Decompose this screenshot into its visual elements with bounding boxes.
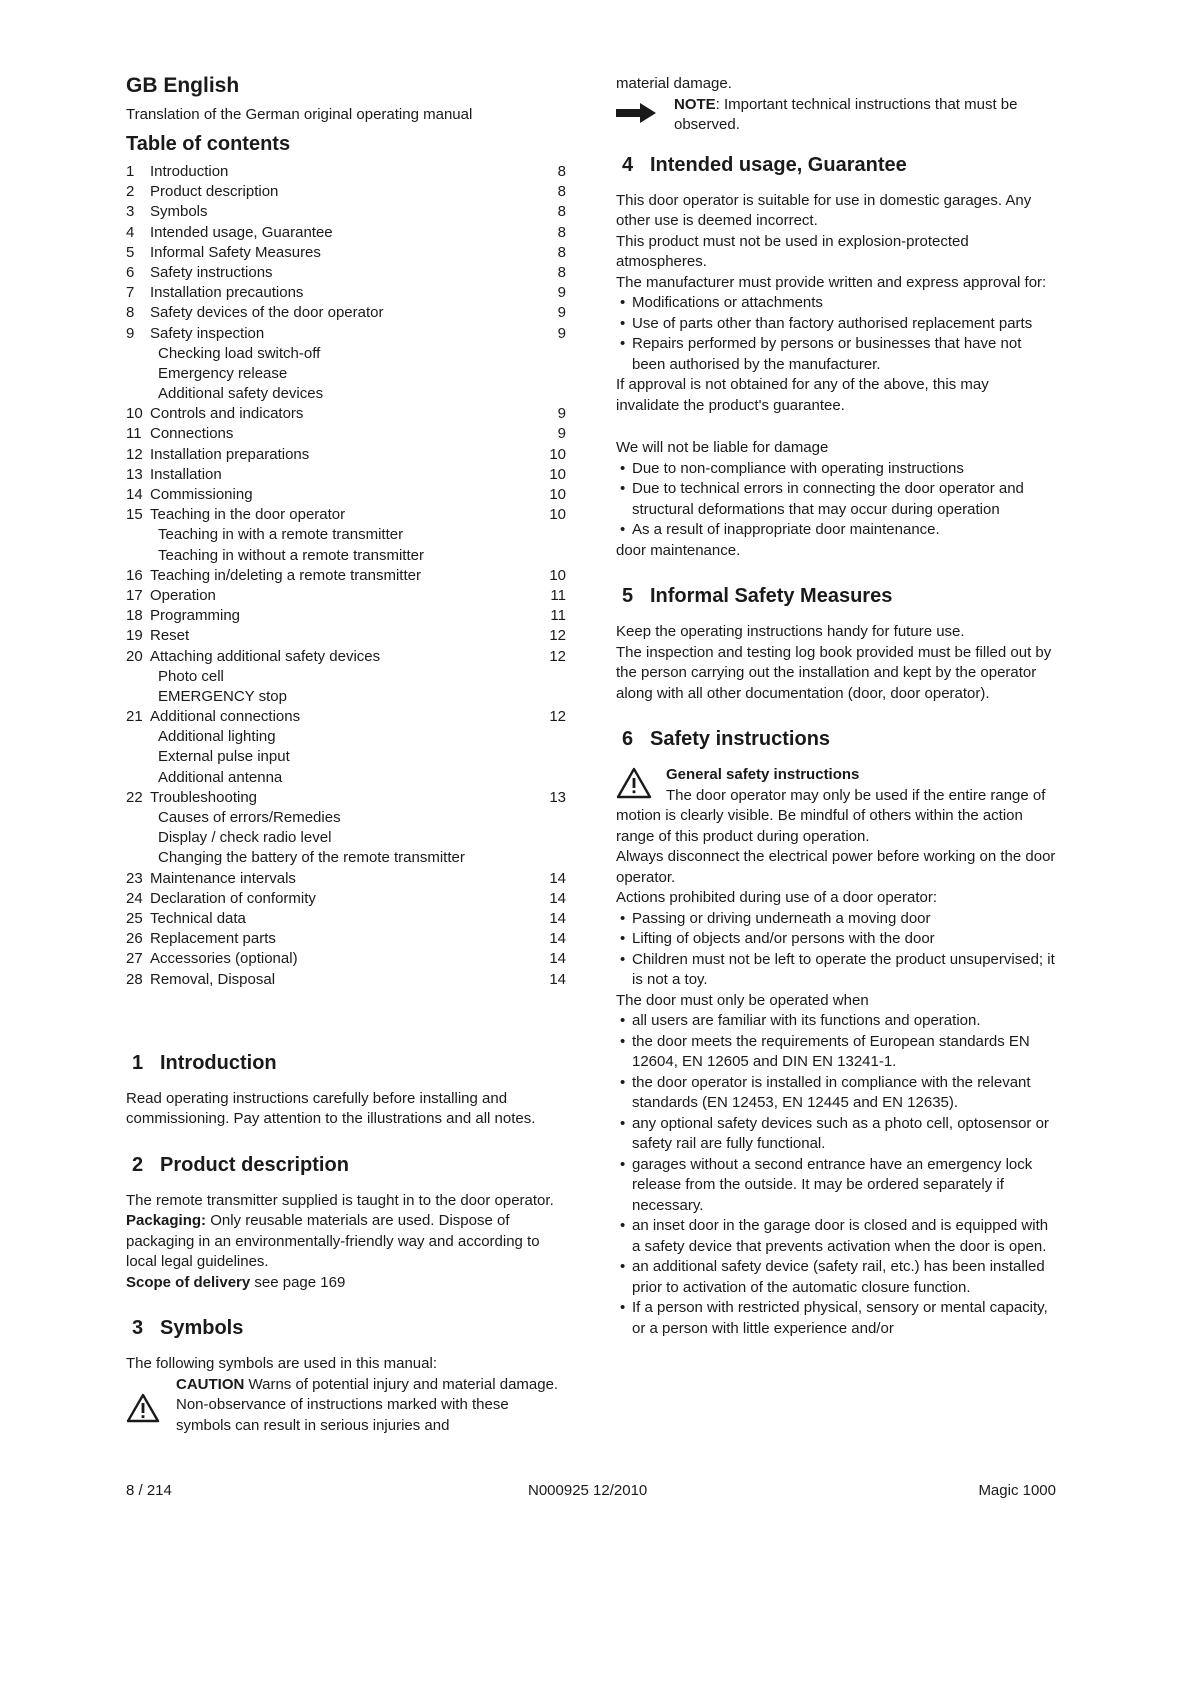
toc-entry	[126, 424, 566, 444]
toc-entry	[126, 970, 566, 990]
toc-entry-number: 1	[126, 163, 135, 180]
toc-entry-title: Teaching in without a remote transmitter	[158, 546, 424, 564]
caution-text: Warns of potential injury and material damage. Non-observance of instructions marked with these symbols can result in serious injuries and	[176, 1375, 559, 1434]
general-safety-title: General safety instructions	[666, 766, 860, 783]
informal-safety-p1: Keep the operating instructions handy for future use.	[616, 623, 965, 640]
product-description-text: The remote transmitter supplied is taught in to the door operator.	[126, 1191, 554, 1209]
toc-entry-title: Causes of errors/Remedies	[158, 809, 341, 826]
toc-entry	[126, 788, 566, 808]
list-item: • Lifting of objects and/or persons with the door	[616, 929, 1056, 950]
toc-entry-page: 14	[549, 909, 566, 927]
toc-entry-page: 13	[549, 788, 566, 806]
toc-entry-page: 11	[550, 586, 566, 604]
toc-entry-title: Product description	[150, 183, 279, 201]
list-item: • garages without a second entrance have an emergency lock release from the outside. It may be ordered separately if necessary.	[616, 1155, 1056, 1217]
footer-page-number: 8 / 214	[126, 1482, 172, 1499]
toc-subentry	[126, 344, 566, 364]
general-safety-entry	[616, 765, 1056, 786]
section-number: 6	[622, 728, 634, 750]
toc-entry-page: 14	[549, 889, 566, 907]
approval-bullet-list	[616, 293, 1056, 375]
toc-subentry	[126, 848, 566, 868]
section-heading-product-description	[132, 1154, 566, 1177]
toc-entry-number: 28	[126, 970, 143, 988]
toc-entry-page: 14	[549, 930, 566, 948]
toc-entry-number: 5	[126, 243, 135, 261]
section-title: Introduction	[160, 1051, 277, 1074]
list-item: • Due to technical errors in connecting the door operator and structural deformations that may occur during operation	[616, 479, 1056, 520]
toc-entry-page: 14	[549, 869, 566, 887]
language-heading: GB English	[126, 74, 240, 97]
toc-entry-number: 3	[126, 203, 135, 221]
toc-entry-number: 18	[126, 607, 143, 625]
toc-entry-number: 27	[126, 950, 143, 968]
list-item: • any optional safety devices such as a photo cell, optosensor or safety rail are fully functional.	[616, 1114, 1056, 1155]
toc-entry-number: 20	[126, 647, 143, 665]
section-heading-safety-instructions	[622, 728, 1056, 751]
toc-entry-page: 14	[549, 970, 566, 988]
toc-entry-page: 9	[557, 324, 566, 342]
toc-entry-title: Installation	[150, 465, 222, 483]
toc-entry-page: 9	[557, 405, 566, 423]
toc-entry-number: 25	[126, 909, 143, 927]
toc-entry-title: Attaching additional safety devices	[150, 647, 381, 665]
toc-entry-title: Additional safety devices	[158, 385, 324, 403]
toc-entry-number: 17	[126, 586, 143, 604]
arrow-right-icon	[616, 103, 658, 130]
toc-entry-title: Additional lighting	[158, 728, 276, 746]
toc-entry-page: 8	[557, 263, 566, 281]
toc-entry-page: 10	[549, 486, 566, 503]
intended-usage-p1: This door operator is suitable for use in domestic garages. Any other use is deemed incorrect.	[616, 191, 1032, 229]
toc-entry	[126, 404, 566, 424]
list-item: • Use of parts other than factory authorised replacement parts	[616, 314, 1056, 335]
toc-entry	[126, 707, 566, 727]
operation-conditions-list	[616, 1011, 1056, 1339]
toc-subentry	[126, 727, 566, 747]
toc-entry	[126, 283, 566, 303]
toc-entry-number: 12	[126, 445, 143, 463]
toc-entry-title: Connections	[150, 425, 234, 443]
section-number: 3	[132, 1317, 144, 1340]
document-subtitle: Translation of the German original operating manual	[126, 106, 473, 123]
toc-entry-number: 8	[126, 304, 135, 322]
toc-entry	[126, 303, 566, 323]
toc-entry-number: 6	[126, 263, 135, 281]
scope-label: Scope of delivery	[126, 1273, 251, 1291]
list-item: • Modifications or attachments	[616, 293, 1056, 314]
caution-symbol-entry	[126, 1375, 566, 1437]
toc-entry-title: Additional antenna	[158, 768, 283, 786]
section-title: Intended usage, Guarantee	[650, 153, 907, 176]
note-label: NOTE	[674, 95, 716, 113]
toc-entry-number: 4	[126, 223, 135, 241]
general-safety-text: The door operator may only be used if the entire range of motion is clearly visible. Be mindful of others within the action range of this product during operation.	[616, 786, 1046, 845]
footer-document-number: N000925 12/2010	[528, 1482, 648, 1499]
toc-entry-title: Installation preparations	[150, 445, 310, 463]
toc-entry-number: 15	[126, 506, 143, 524]
warning-triangle-icon	[616, 767, 652, 806]
intended-usage-p2: This product must not be used in explosion-protected atmospheres.	[616, 232, 969, 270]
toc-entry-page: 9	[557, 304, 566, 322]
toc-entry-number: 23	[126, 869, 143, 887]
toc-entry	[126, 566, 566, 586]
toc-subentry	[126, 546, 566, 566]
list-item: • If a person with restricted physical, sensory or mental capacity, or a person with little experience and/or	[616, 1298, 1056, 1339]
informal-safety-p2: The inspection and testing log book provided must be filled out by the person carrying out the installation and kept by the operator along with all other documentation (door, door operator).	[616, 643, 1052, 702]
note-symbol-entry	[616, 95, 1056, 136]
toc-entry-page: 12	[549, 708, 566, 726]
toc-subentry	[126, 747, 566, 767]
toc-entry-page: 10	[549, 506, 566, 524]
toc-entry-title: Reset	[150, 627, 190, 645]
section-heading-symbols	[132, 1317, 566, 1340]
toc-entry	[126, 929, 566, 949]
caution-text-continued: material damage.	[616, 75, 732, 92]
toc-entry-title: Display / check radio level	[158, 829, 332, 847]
list-item: • As a result of inappropriate door maintenance.	[616, 520, 1056, 541]
toc-entry-page: 10	[549, 566, 566, 584]
note-text: : Important technical instructions that must be observed.	[674, 95, 1018, 133]
list-item: • all users are familiar with its functions and operation.	[616, 1011, 1056, 1032]
toc-entry-title: Safety instructions	[150, 263, 273, 281]
toc-entry-title: Informal Safety Measures	[150, 243, 321, 261]
section-title: Informal Safety Measures	[650, 585, 893, 607]
toc-heading: Table of contents	[126, 133, 291, 155]
toc-entry	[126, 202, 566, 222]
intended-usage-p6: door maintenance.	[616, 541, 741, 559]
safety-p3: The door must only be operated when	[616, 991, 869, 1009]
toc-entry	[126, 889, 566, 909]
list-item: • an inset door in the garage door is closed and is equipped with a safety device that prevents activation when the door is open.	[616, 1216, 1056, 1257]
toc-subentry	[126, 384, 566, 404]
toc-entry	[126, 606, 566, 626]
packaging-text: Only reusable materials are used. Dispose of packaging in an environmentally-friendly way and according to local legal guidelines.	[126, 1212, 540, 1271]
toc-entry-title: Commissioning	[150, 486, 253, 503]
toc-subentry	[126, 525, 566, 545]
toc-entry-page: 11	[550, 607, 566, 625]
caution-label: CAUTION	[176, 1375, 245, 1393]
toc-entry	[126, 223, 566, 243]
toc-subentry	[126, 364, 566, 384]
toc-entry-number: 2	[126, 183, 135, 201]
toc-subentry	[126, 687, 566, 707]
toc-entry-title: Photo cell	[158, 667, 224, 685]
toc-subentry	[126, 808, 566, 828]
toc-entry-page: 12	[549, 647, 566, 665]
toc-entry-page: 12	[549, 627, 566, 645]
toc-entry-page: 8	[557, 243, 566, 261]
toc-entry-number: 26	[126, 930, 143, 948]
symbols-intro: The following symbols are used in this manual:	[126, 1355, 437, 1373]
toc-entry-title: Accessories (optional)	[150, 950, 298, 968]
toc-entry-number: 9	[126, 324, 135, 342]
right-column	[616, 74, 1056, 1339]
section-title: Symbols	[160, 1317, 244, 1340]
toc-entry-title: Additional connections	[150, 708, 301, 726]
toc-entry	[126, 445, 566, 465]
toc-entry-title: Teaching in with a remote transmitter	[158, 526, 404, 544]
section-heading-intended-usage	[622, 154, 1056, 177]
toc-entry-number: 24	[126, 889, 143, 907]
toc-entry	[126, 626, 566, 646]
toc-entry	[126, 485, 566, 505]
toc-entry-title: Changing the battery of the remote transmitter	[158, 849, 465, 867]
toc-entry-title: Teaching in the door operator	[150, 506, 346, 524]
list-item: • the door operator is installed in compliance with the relevant standards (EN 12453, EN 12445 and EN 12635).	[616, 1073, 1056, 1114]
section-number: 5	[622, 585, 634, 607]
toc-entry-title: Maintenance intervals	[150, 869, 296, 887]
intended-usage-p3: The manufacturer must provide written and express approval for:	[616, 273, 1047, 291]
toc-entry	[126, 263, 566, 283]
intended-usage-p4: If approval is not obtained for any of the above, this may invalidate the product's guarantee.	[616, 376, 989, 414]
toc-entry-page: 10	[549, 445, 566, 463]
toc-entry-title: Operation	[150, 586, 216, 604]
list-item: • Children must not be left to operate the product unsupervised; it is not a toy.	[616, 950, 1056, 991]
section-number: 1	[132, 1051, 144, 1074]
safety-p1: Always disconnect the electrical power before working on the door operator.	[616, 848, 1056, 886]
toc-entry	[126, 909, 566, 929]
liability-bullet-list	[616, 459, 1056, 541]
toc-entry	[126, 505, 566, 525]
footer-product-name: Magic 1000	[978, 1482, 1056, 1499]
toc-entry-number: 11	[126, 425, 142, 443]
toc-entry-page: 8	[557, 203, 566, 221]
toc-entry-title: Declaration of conformity	[150, 889, 316, 907]
toc-subentry	[126, 667, 566, 687]
toc-entry	[126, 162, 566, 182]
list-item: • Due to non-compliance with operating instructions	[616, 459, 1056, 480]
section-heading-introduction	[132, 1052, 566, 1075]
intended-usage-p5: We will not be liable for damage	[616, 439, 829, 456]
toc-entry-title: Introduction	[150, 163, 229, 180]
toc-entry-title: Teaching in/deleting a remote transmitter	[150, 566, 421, 584]
toc-entry-title: Troubleshooting	[150, 788, 258, 806]
toc-entry-title: Intended usage, Guarantee	[150, 223, 333, 241]
section-title: Safety instructions	[650, 728, 831, 750]
section-number: 4	[622, 153, 634, 176]
toc-entry-title: Safety inspection	[150, 324, 265, 342]
toc-entry	[126, 243, 566, 263]
toc-entry-number: 21	[126, 708, 143, 726]
toc-entry	[126, 647, 566, 667]
packaging-paragraph	[126, 1211, 566, 1273]
toc-entry	[126, 324, 566, 344]
section-heading-informal-safety	[622, 585, 1056, 608]
table-of-contents	[126, 162, 566, 990]
toc-entry-page: 14	[549, 950, 566, 968]
list-item: • an additional safety device (safety rail, etc.) has been installed prior to activation of the automatic closure function.	[616, 1257, 1056, 1298]
toc-entry-title: Controls and indicators	[150, 405, 304, 423]
toc-entry-title: Safety devices of the door operator	[150, 304, 384, 322]
toc-subentry	[126, 828, 566, 848]
list-item: • Passing or driving underneath a moving door	[616, 909, 1056, 930]
toc-subentry	[126, 768, 566, 788]
toc-entry-title: EMERGENCY stop	[158, 687, 287, 705]
toc-entry-title: Replacement parts	[150, 930, 276, 948]
toc-entry	[126, 586, 566, 606]
prohibited-actions-list	[616, 909, 1056, 991]
toc-entry	[126, 869, 566, 889]
toc-entry-page: 8	[557, 183, 566, 201]
section-number: 2	[132, 1153, 144, 1176]
toc-entry-title: Checking load switch-off	[158, 344, 321, 362]
toc-entry-number: 16	[126, 566, 143, 584]
list-item: • Repairs performed by persons or businesses that have not been authorised by the manufacturer.	[616, 334, 1056, 375]
scope-paragraph	[126, 1273, 566, 1294]
packaging-label: Packaging:	[126, 1212, 207, 1230]
toc-entry	[126, 465, 566, 485]
toc-entry-title: Programming	[150, 607, 241, 625]
toc-entry-page: 8	[557, 163, 566, 180]
toc-entry	[126, 949, 566, 969]
toc-entry-number: 13	[126, 465, 143, 483]
scope-text: see page 169	[254, 1273, 346, 1291]
toc-entry-title: Emergency release	[158, 364, 288, 382]
toc-entry-number: 10	[126, 405, 143, 423]
toc-entry-page: 10	[549, 465, 566, 483]
toc-entry-title: Technical data	[150, 909, 246, 927]
toc-entry-page: 8	[557, 223, 566, 241]
toc-entry-number: 14	[126, 486, 143, 503]
toc-entry	[126, 182, 566, 202]
toc-entry-title: Installation precautions	[150, 284, 304, 302]
toc-entry-page: 9	[557, 284, 566, 302]
toc-entry-title: External pulse input	[158, 748, 290, 766]
toc-entry-title: Removal, Disposal	[150, 970, 276, 988]
toc-entry-number: 19	[126, 627, 143, 645]
list-item: • the door meets the requirements of European standards EN 12604, EN 12605 and DIN EN 13241-1.	[616, 1032, 1056, 1073]
section-title: Product description	[160, 1153, 349, 1176]
toc-entry-number: 22	[126, 788, 143, 806]
introduction-text: Read operating instructions carefully before installing and commissioning. Pay attention to the illustrations and all notes.	[126, 1089, 536, 1128]
toc-entry-page: 9	[557, 425, 566, 443]
warning-triangle-icon	[126, 1393, 160, 1430]
left-column	[126, 74, 566, 1436]
toc-entry-number: 7	[126, 284, 135, 302]
safety-p2: Actions prohibited during use of a door operator:	[616, 889, 938, 906]
toc-entry-title: Symbols	[150, 203, 208, 221]
